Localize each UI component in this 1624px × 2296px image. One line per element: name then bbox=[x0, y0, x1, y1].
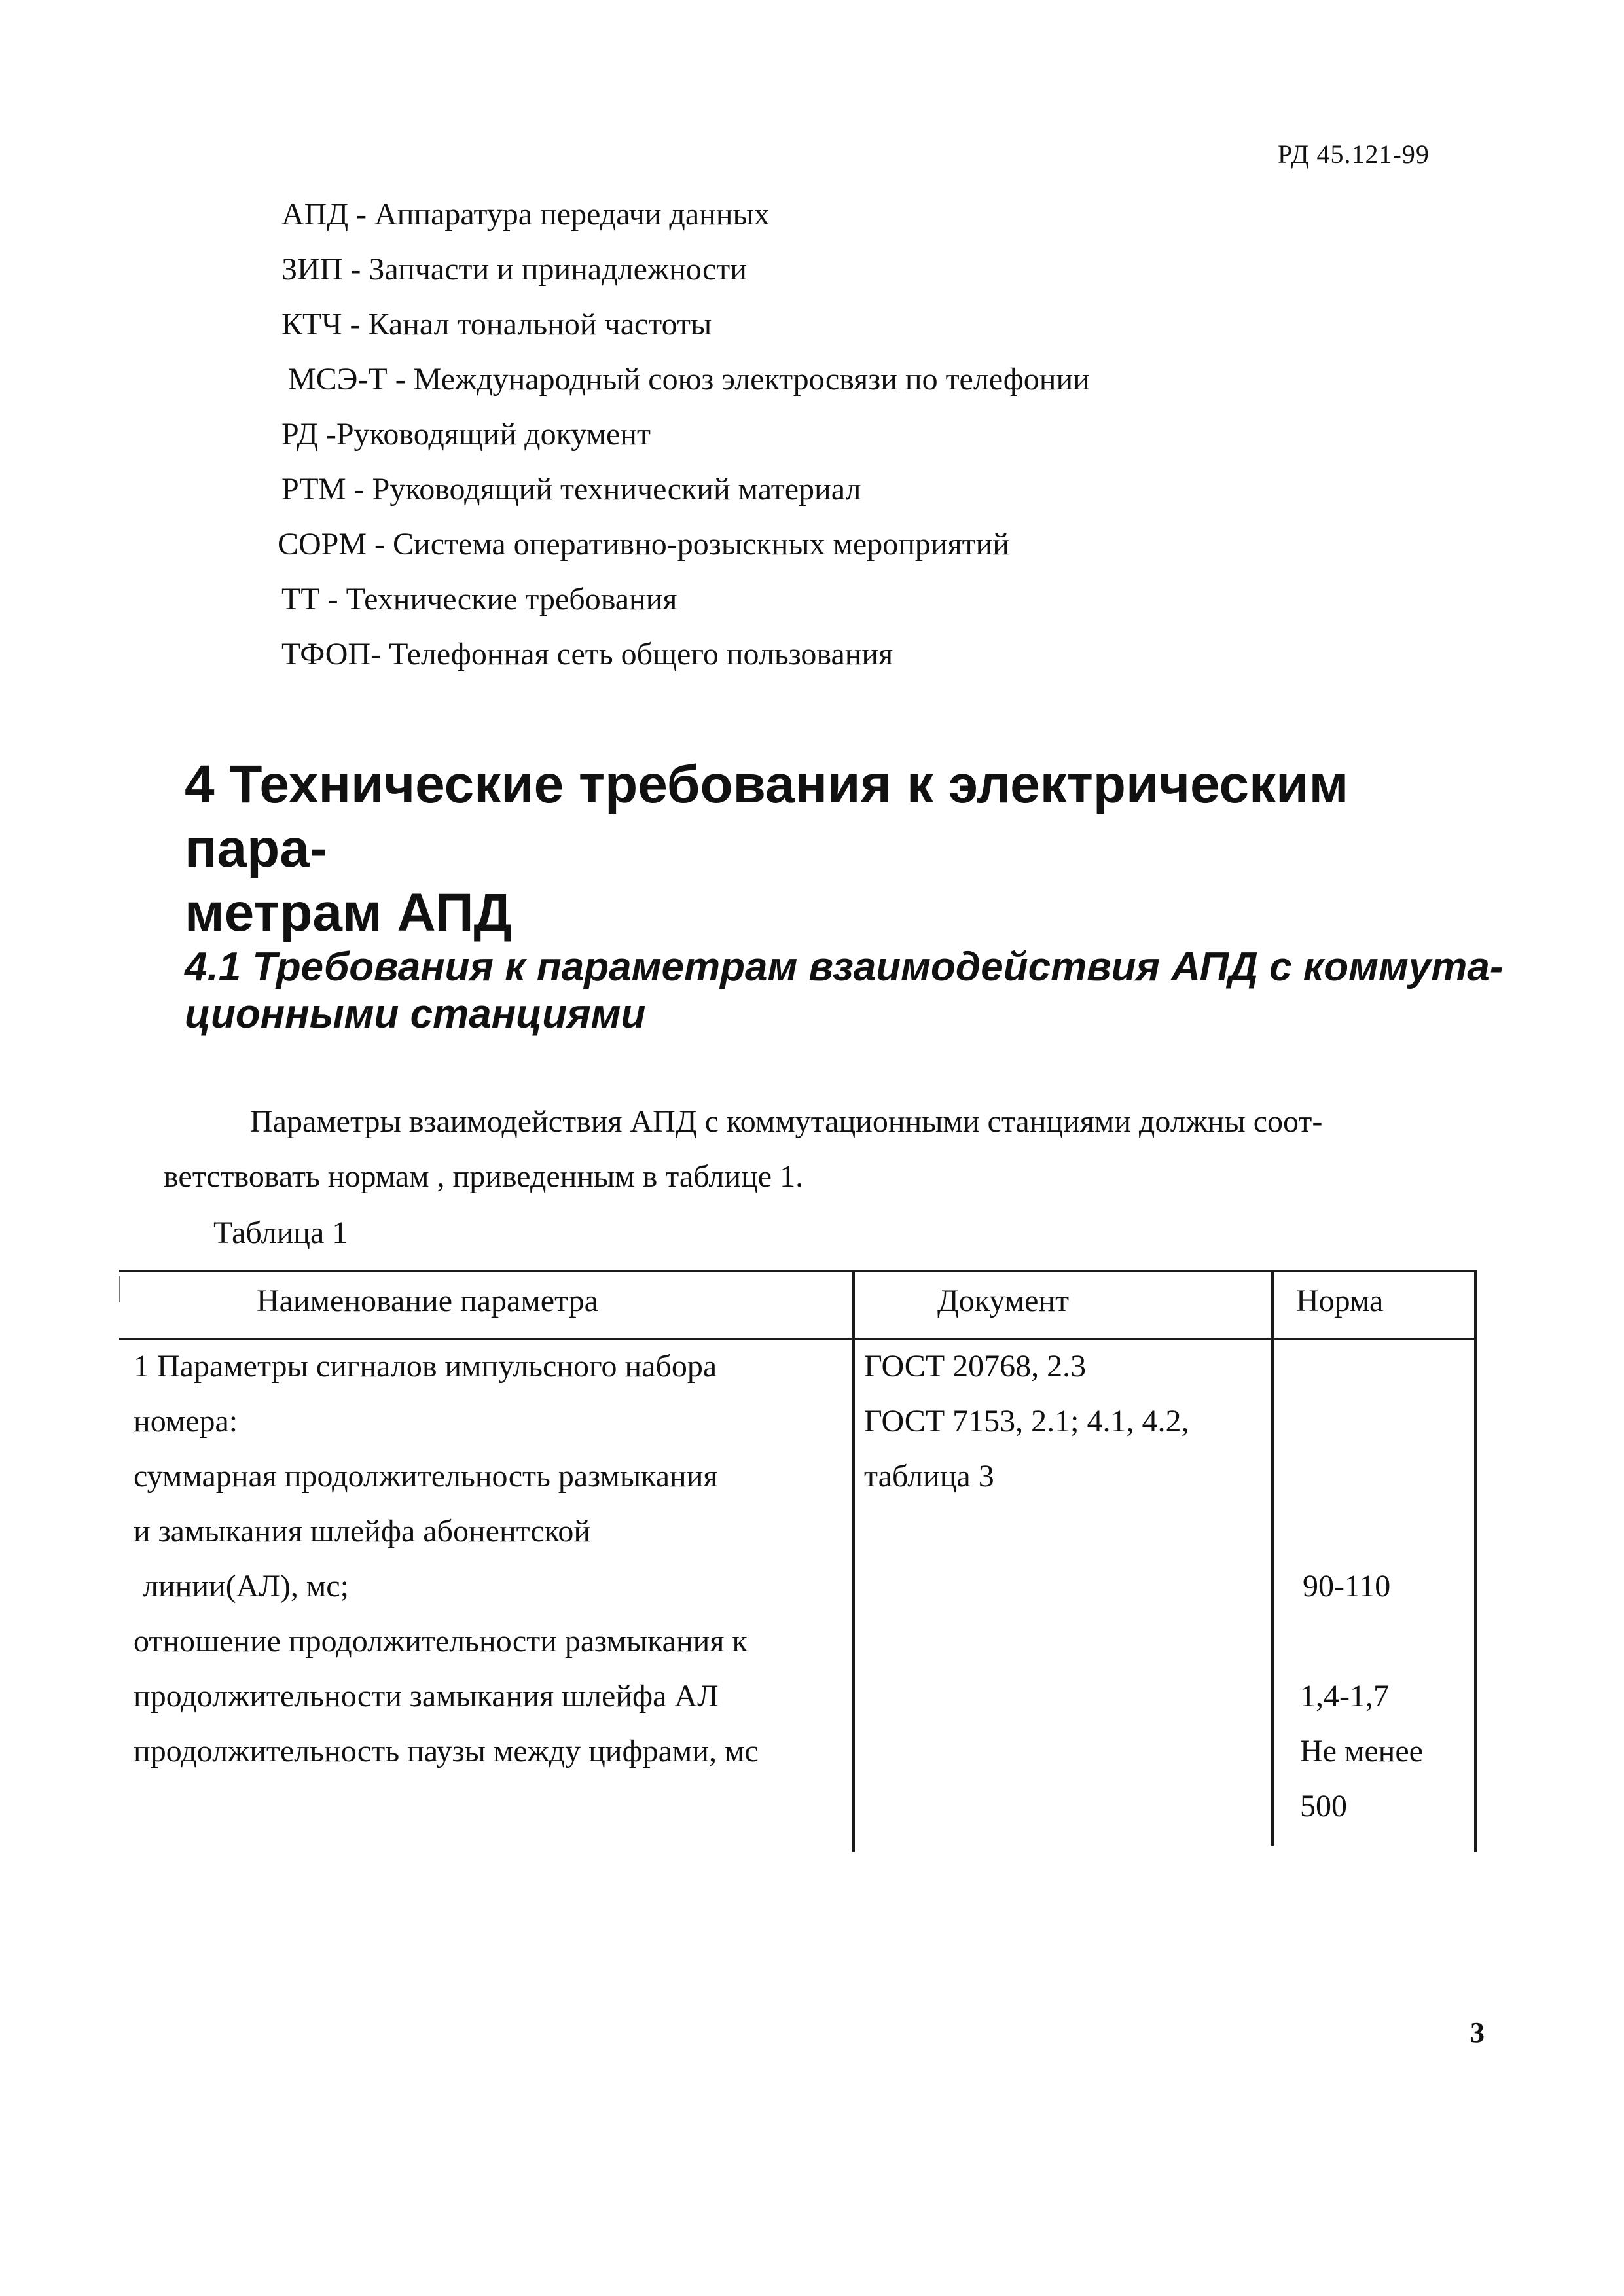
abbreviation-item: СОРМ - Система оперативно-розыскных мероприятий bbox=[278, 527, 1009, 562]
table-left-border-fragment bbox=[119, 1276, 120, 1302]
table-cell-norm-pause-value: 500 bbox=[1300, 1789, 1347, 1823]
table-column-divider-1 bbox=[852, 1270, 855, 1852]
table-cell-parameter-line: и замыкания шлейфа абонентской bbox=[134, 1514, 591, 1549]
table-right-border bbox=[1474, 1270, 1477, 1852]
section-heading-line-2: метрам АПД bbox=[185, 883, 512, 942]
page-number: 3 bbox=[1470, 2017, 1485, 2049]
table-cell-parameter-line: продолжительности замыкания шлейфа АЛ bbox=[134, 1679, 719, 1713]
table-header-document: Документ bbox=[937, 1283, 1070, 1318]
table-cell-norm-pulse-duration: 90-110 bbox=[1303, 1569, 1391, 1604]
abbreviation-item: ТФОП- Телефонная сеть общего пользования bbox=[281, 637, 893, 672]
table-cell-parameter-line: номера: bbox=[134, 1404, 238, 1439]
table-header-parameter: Наименование параметра bbox=[257, 1283, 598, 1318]
abbreviation-item: МСЭ-Т - Международный союз электросвязи по телефонии bbox=[288, 362, 1090, 397]
table-cell-parameter-line: отношение продолжительности размыкания к bbox=[134, 1624, 748, 1659]
table-cell-document-line: ГОСТ 20768, 2.3 bbox=[864, 1349, 1087, 1384]
abbreviation-item: РТМ - Руководящий технический материал bbox=[281, 472, 861, 507]
subsection-heading bbox=[185, 944, 1507, 1038]
paragraph-line-1: Параметры взаимодействия АПД с коммутационными станциями должны соот- bbox=[250, 1104, 1323, 1139]
table-cell-document-line: ГОСТ 7153, 2.1; 4.1, 4.2, bbox=[864, 1404, 1189, 1439]
abbreviation-item: КТЧ - Канал тональной частоты bbox=[281, 307, 712, 342]
table-cell-parameter-line: линии(АЛ), мс; bbox=[143, 1569, 349, 1604]
abbreviation-item: АПД - Аппаратура передачи данных bbox=[281, 197, 770, 232]
table-cell-parameter-line: суммарная продолжительность размыкания bbox=[134, 1459, 718, 1494]
table-cell-norm-ratio: 1,4-1,7 bbox=[1300, 1679, 1389, 1713]
abbreviation-item: РД -Руководящий документ bbox=[281, 417, 651, 452]
table-column-divider-2 bbox=[1271, 1270, 1274, 1846]
document-code: РД 45.121-99 bbox=[1278, 139, 1430, 169]
table-cell-norm-pause: Не менее bbox=[1300, 1734, 1423, 1768]
table-cell-parameter-line: 1 Параметры сигналов импульсного набора bbox=[134, 1349, 717, 1384]
section-heading-line-1: 4 Технические требования к электрическим пара- bbox=[185, 755, 1349, 878]
abbreviation-item: ЗИП - Запчасти и принадлежности bbox=[281, 252, 747, 287]
section-heading bbox=[185, 753, 1494, 945]
subsection-heading-line-2: ционными станциями bbox=[185, 992, 646, 1037]
table-caption: Таблица 1 bbox=[213, 1215, 348, 1250]
table-header-norm: Норма bbox=[1296, 1283, 1384, 1318]
table-cell-parameter-line: продолжительность паузы между цифрами, мс bbox=[134, 1734, 759, 1768]
table-cell-document-line: таблица 3 bbox=[864, 1459, 994, 1494]
paragraph-line-2: ветствовать нормам , приведенным в таблице 1. bbox=[164, 1159, 804, 1194]
subsection-heading-line-1: 4.1 Требования к параметрам взаимодействия АПД с коммута- bbox=[185, 944, 1504, 990]
abbreviation-item: ТТ - Технические требования bbox=[281, 582, 677, 617]
